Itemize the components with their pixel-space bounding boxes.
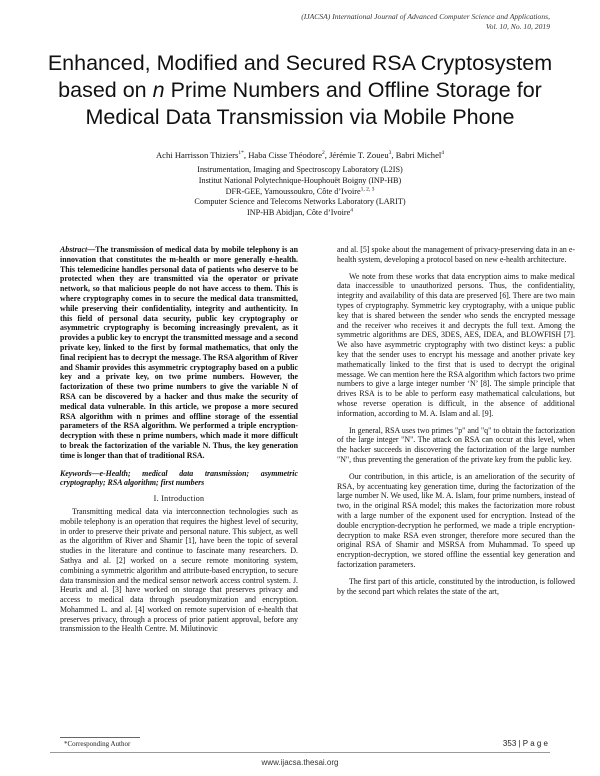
right-paragraph-5: The first part of this article, constituted by the introduction, is followed by the second part which relates the state of the art, [337,576,575,596]
author-separator: , [243,150,249,160]
right-column [337,245,575,603]
author-1-sup: 1* [238,150,244,157]
section-heading-introduction: I. Introduction [153,494,205,504]
right-paragraph-2: We note from these works that data encryption aims to make medical data inaccessible to unauthorized persons. Thus, the confidentiality, integrity and availability of this data are preserved [6]. There are two main types of cryptography. Symmetric key cryptography, with a unique public key that is shared between the sender who sends the encrypted message and the receiver who receives it and decrypts the full text. Among the symmetric algorithms are DES, 3DES, AES, IDEA, and BLOWFISH [7]. We also have asymmetric cryptography with two distinct keys: a public key that the sender uses to encrypt his message and another private key mathematically linked to the first that is used to decrypt the original message. We can mention here the RSA algorithm which factors two prime numbers to give a large integer number ‘N’ [8]. The simple principle that drives RSA is to be able to perform easy mathematical calculations, but whose reverse operation is difficult, in the absence of additional information, according to M. A. Islam and al. [9]. [337,271,575,418]
keywords: Keywords—e-Health; medical data transmission; asymmetric cryptography; RSA algorithm; first numbers [60,468,298,488]
footnote-divider [60,737,140,738]
affiliations [60,165,540,219]
author-4-sup: 4 [441,150,445,157]
author-3: Jérémie T. Zoueu [329,150,389,160]
page-number: 353 | P a g e [502,739,548,748]
affiliation-line-5 [60,208,540,219]
journal-volume: Vol. 10, No. 10, 2019 [485,22,550,31]
affiliation-line-5-text: INP-HB Abidjan, Côte d’Ivoire [247,208,351,218]
right-paragraph-3: In general, RSA uses two primes "p" and "q" to obtain the factorization of the large integer "N". The attack on RSA can occur at this level, when the hacker succeeds in discovering the factorization of the large number "N", thus preventing the generation of the private key from the public key. [337,425,575,464]
author-3-sup: 3 [388,150,392,157]
affiliation-line-1: Instrumentation, Imaging and Spectroscopy Laboratory (L2IS) [197,165,403,174]
corresponding-author-footnote: *Corresponding Author [64,740,131,748]
abstract-lead: Abstract [60,245,88,254]
affiliation-line-3-text: DFR-GEE, Yamoussoukro, Côte d’Ivoire [225,186,361,196]
author-2-sup: 2 [322,150,325,157]
title-part-2: Prime Numbers and Offline Storage for Medical Data Transmission via Mobile Phone [85,78,542,129]
journal-header [250,12,550,32]
right-paragraph-1: and al. [5] spoke about the management of privacy-preserving data in an e-health system, developing a protocol based on new e-health architecture. [337,245,575,264]
author-2: Haba Cisse Théodore [248,150,323,160]
abstract-dash: — [87,245,96,254]
author-separator: , [391,150,396,160]
author-separator: , [324,150,330,160]
author-1: Achi Harrisson Thiziers [155,150,239,160]
title-italic-n: n [152,78,165,102]
abstract [60,245,298,461]
affiliation-line-2: Institut National Polytechnique-Houphouët Boigny (INP-HB) [198,175,402,185]
affiliation-line-4: Computer Science and Telecoms Networks Laboratory (LARIT) [194,197,406,207]
paper-title [38,50,562,131]
right-paragraph-4: Our contribution, in this article, is an amelioration of the security of RSA, by accentuating key generation time, during the factorization of the large number N. We used, like M. A. Islam, four prime numbers, instead of two, in the original RSA model; this makes the factorization more robust with a large number of the exponent used for encryption. Instead of the double encryption-decryption he performed, we made a triple encryption-decryption to make RSA even stronger, therefore more secured than the original RSA of Shamir and MSRSA from Muhammad. To speed up encryption-decryption, we stored offline the essential key generation and factorization parameters. [337,471,575,569]
abstract-text: The transmission of medical data by mobile telephony is an innovation that constitutes the m-health or more generally e-health. This telemedicine handles personal data of patients who deserve to be protected when they are transmitted via the operator or private network, so that malicious people do not have access to them. This is where cryptography comes in to secure the medical data transmitted, while preserving their confidentiality, integrity and authenticity. In this field of personal data security, public key cryptography or asymmetric cryptography is becoming increasingly prevalent, as it provides a public key to encrypt the transmitted message and a second private key, linked to the first by formal mathematics, that only the final recipient has to decrypt the message. The RSA algorithm of River and Shamir provides this asymmetric cryptography based on a public key and a private key, on two prime numbers. However, the factorization of these two prime numbers to give the variable N of RSA can be discovered by a hacker and thus make the security of medical data vulnerable. In this article, we propose a more secured RSA algorithm with n primes and offline storage of the essential parameters of the RSA algorithm. We performed a triple encryption-decryption with these n prime numbers, which made it more difficult to break the factorization of the variable N. Thus, the key generation time is longer than that of traditional RSA. [60,245,298,460]
affiliation-line-3 [60,187,540,198]
intro-paragraph-1: Transmitting medical data via interconnection technologies such as mobile telephony is an operation that requires the highest level of security, in order to preserve their private and personal nature. This subject, as well as the algorithm of River and Shamir [1], have been the topic of several studies in the literature and continue to fascinate many researchers. D. Sathya and al. [2] worked on a secure remote monitoring system, combining a symmetric algorithm and attribute-based encryption, to secure data transmission and the medical sensor network access control system. J. Heurix and al. [3] have worked on storage that preserves privacy and access to medical data through pseudonymization and encryption. Mohammed L. and al. [4] worked on remote supervision of e-health that preserves privacy, through a process of prior patient approval, before any transmission to the Health Centre. M. Milutinovic [60,506,298,634]
journal-name: (IJACSA) International Journal of Advanced Computer Science and Applications, [301,12,550,21]
author-list [40,150,560,161]
left-column [60,245,298,641]
footer-url[interactable]: www.ijacsa.thesai.org [261,758,339,767]
affiliation-line-3-sup: 1, 2, 3 [360,185,375,192]
footer-divider [50,752,550,753]
affiliation-line-5-sup: 4 [350,207,353,214]
title-part-1: Enhanced, Modified and Secured RSA Cryptosystem based on [47,51,553,102]
author-4: Babri Michel [395,150,442,160]
